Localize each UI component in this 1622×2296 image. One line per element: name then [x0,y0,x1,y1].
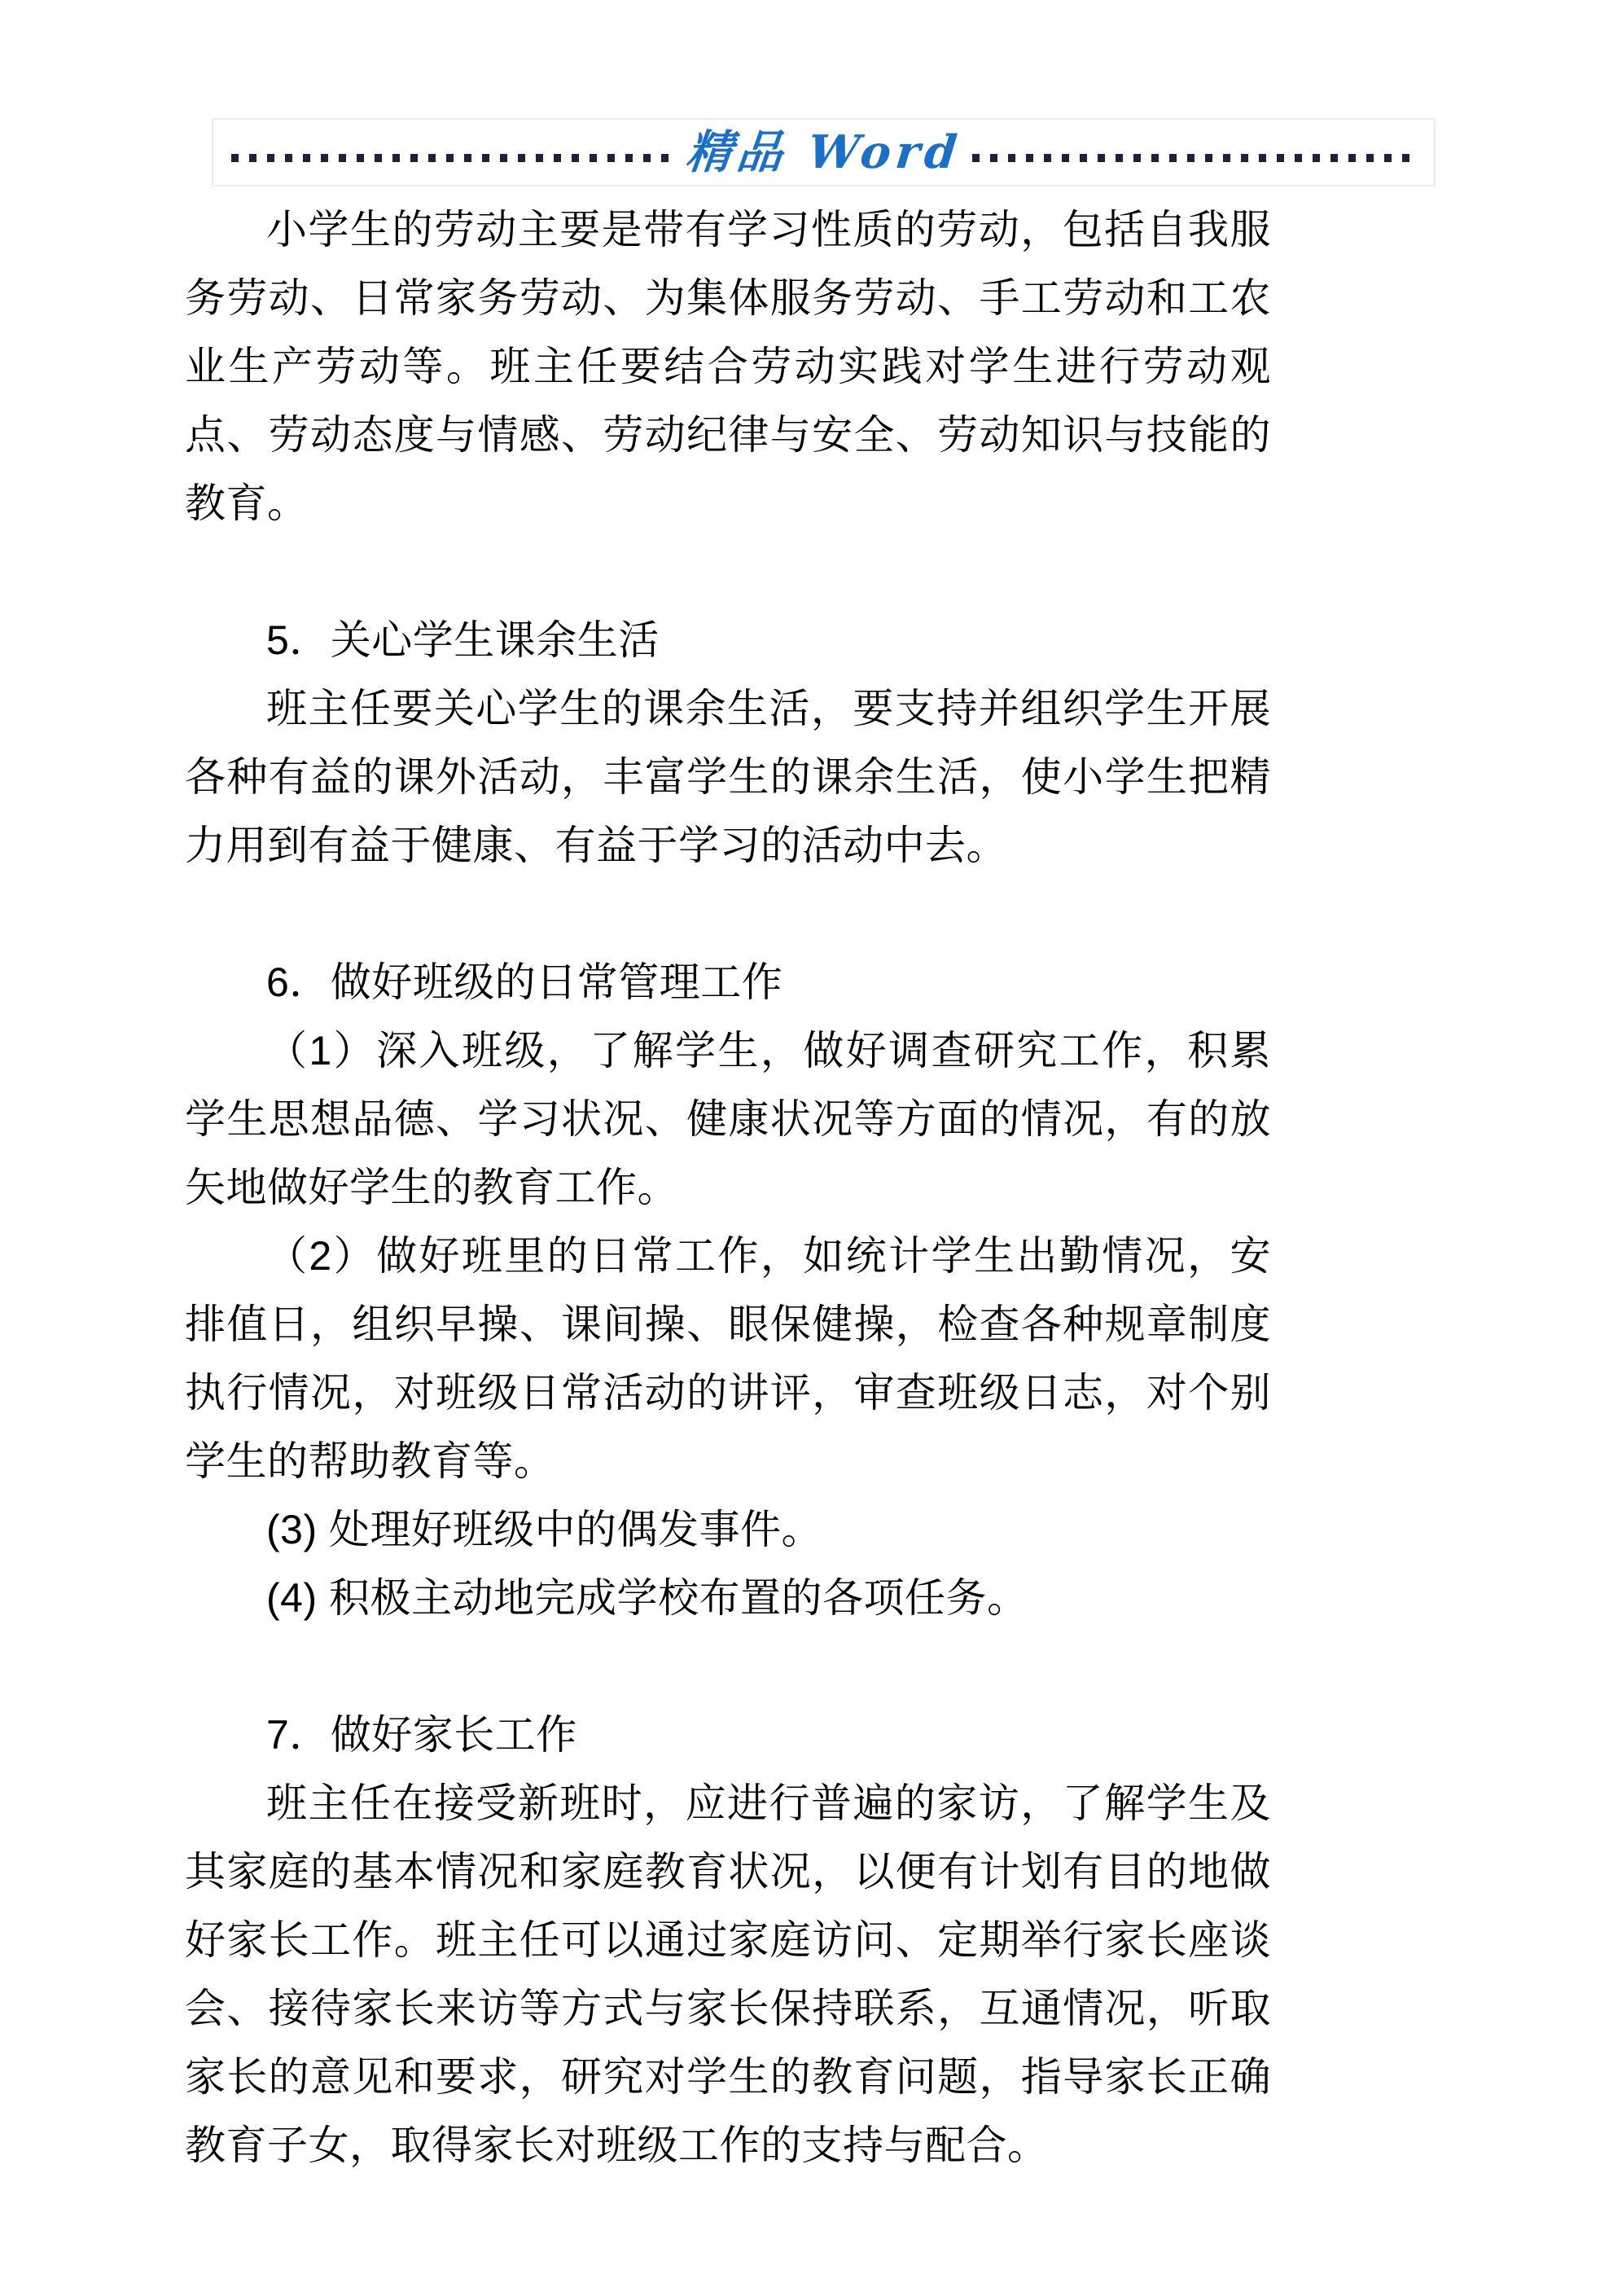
section-heading-5: 5．关心学生课余生活 [266,617,660,663]
paragraph-after-class-life: 班主任要关心学生的课余生活，要支持并组织学生开展各种有益的课外活动，丰富学生的课余生活，使小学生把精力用到有益于健康、有益于学习的活动中去。 [185,686,1271,868]
paragraph-parent-work: 班主任在接受新班时，应进行普遍的家访，了解学生及其家庭的基本情况和家庭教育状况，以便有计划有目的地做好家长工作。班主任可以通过家庭访问、定期举行家长座谈会、接待家长来访等方式与家长保持联系，互通情况，听取家长的意见和要求，研究对学生的教育问题，指导家长正确教育子女，取得家长对班级工作的支持与配合。 [185,1780,1271,2168]
document-body [185,195,1271,2180]
section-heading-7: 7．做好家长工作 [266,1712,577,1758]
paragraph-item-3: (3) 处理好班级中的偶发事件。 [266,1507,822,1552]
dashed-rule-left-icon [231,154,675,162]
header-banner [212,118,1436,187]
paragraph-item-2: （2）做好班里的日常工作，如统计学生出勤情况，安排值日，组织早操、课间操、眼保健操，检查各种规章制度执行情况，对班级日常活动的讲评，审查班级日志，对个别学生的帮助教育等。 [185,1233,1271,1484]
banner-title: 精品 Word [683,125,964,179]
section-heading-6: 6．做好班级的日常管理工作 [266,959,783,1005]
paragraph-labor-education: 小学生的劳动主要是带有学习性质的劳动，包括自我服务劳动、日常家务劳动、为集体服务劳动、手工劳动和工农业生产劳动等。班主任要结合劳动实践对学生进行劳动观点、劳动态度与情感、劳动纪律与安全、劳动知识与技能的教育。 [185,207,1271,526]
dashed-rule-right-icon [972,154,1416,162]
paragraph-item-1: （1）深入班级，了解学生，做好调查研究工作，积累学生思想品德、学习状况、健康状况等方面的情况，有的放矢地做好学生的教育工作。 [185,1028,1271,1210]
paragraph-item-4: (4) 积极主动地完成学校布置的各项任务。 [266,1575,1028,1621]
